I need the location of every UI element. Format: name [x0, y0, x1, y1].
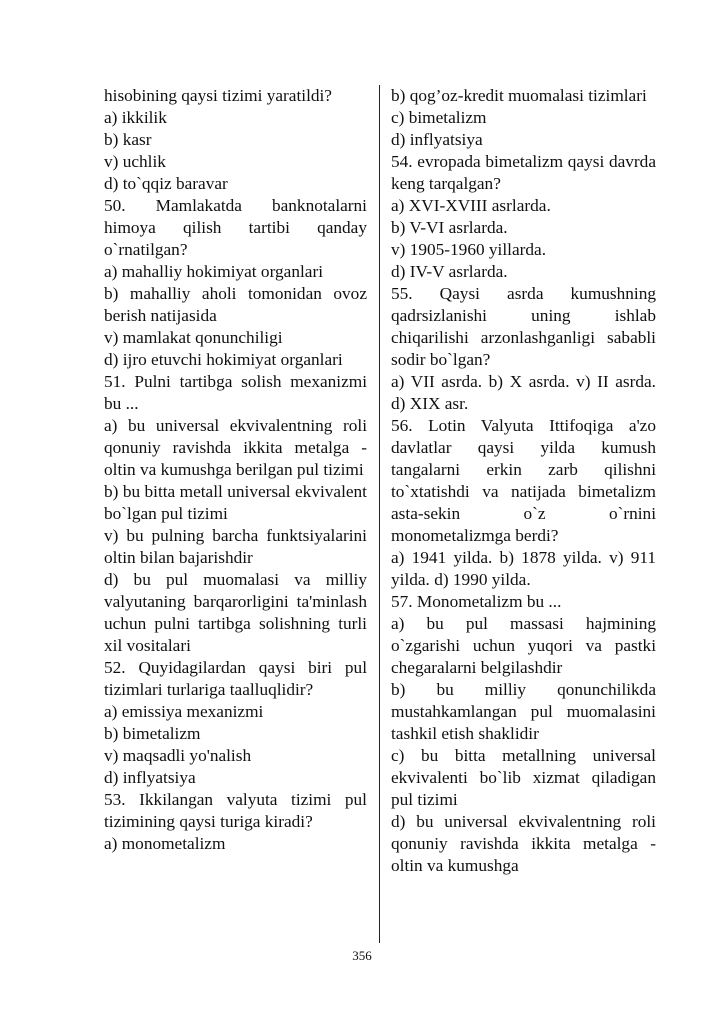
answer-option: a) XVI-XVIII asrlarda. [391, 196, 551, 215]
answer-option: d) IV-V asrlarda. [391, 262, 508, 281]
answer-option: a) monometalizm [104, 834, 226, 853]
question-57: 57. Monometalizm bu ... [391, 592, 562, 611]
answer-option: a) ikkilik [104, 108, 167, 127]
answer-options: a) 1941 yilda. b) 1878 yilda. v) 911 yilda. d) 1990 yilda. [391, 548, 656, 589]
question-55: 55. Qaysi asrda kumushning qadrsizlanishi uning ishlab chiqarilishi arzonlashganligi sababli sodir bo`lgan? [391, 284, 656, 369]
answer-option: a) bu universal ekvivalentning roli qonuniy ravishda ikkita metalga - oltin va kumushga berilgan pul tizimi [104, 416, 367, 479]
answer-options: a) VII asrda. b) X asrda. v) II asrda. d) XIX asr. [391, 372, 656, 413]
answer-option: v) 1905-1960 yillarda. [391, 240, 547, 259]
answer-option: v) bu pulning barcha funktsiyalarini oltin bilan bajarishdir [104, 526, 367, 567]
question-56: 56. Lotin Valyuta Ittifoqiga a'zo davlatlar qaysi yilda kumush tangalarni erkin zarb qilishni to`xtatishdi va natijada bimetalizm asta-sekin o`z o`rnini monometalizmga berdi? [391, 416, 656, 545]
page-number: 356 [352, 948, 372, 963]
answer-option: d) bu universal ekvivalentning roli qonuniy ravishda ikkita metalga - oltin va kumushga [391, 812, 656, 875]
answer-option: v) maqsadli yo'nalish [104, 746, 252, 765]
right-column [391, 85, 656, 877]
column-divider [379, 85, 380, 943]
question-54: 54. evropada bimetalizm qaysi davrda keng tarqalgan? [391, 152, 656, 193]
answer-option: d) to`qqiz baravar [104, 174, 228, 193]
answer-option: c) bimetalizm [391, 108, 487, 127]
answer-option: b) V-VI asrlarda. [391, 218, 508, 237]
answer-option: v) mamlakat qonunchiligi [104, 328, 283, 347]
answer-option: b) kasr [104, 130, 152, 149]
question-52: 52. Quyidagilardan qaysi biri pul tizimlari turlariga taalluqlidir? [104, 658, 367, 699]
answer-option: b) bimetalizm [104, 724, 201, 743]
answer-option: c) bu bitta metallning universal ekvivalenti bo`lib xizmat qiladigan pul tizimi [391, 746, 656, 809]
answer-option: a) mahalliy hokimiyat organlari [104, 262, 323, 281]
left-column [104, 85, 367, 855]
answer-option: b) mahalliy aholi tomonidan ovoz berish natijasida [104, 284, 367, 325]
answer-option: d) bu pul muomalasi va milliy valyutaning barqarorligini ta'minlash uchun pulni tartibga solishning turli xil vositalari [104, 570, 367, 655]
answer-option: b) bu milliy qonunchilikda mustahkamlangan pul muomalasini tashkil etish shaklidir [391, 680, 656, 743]
answer-option: d) inflyatsiya [391, 130, 483, 149]
answer-option: b) qog’oz-kredit muomalasi tizimlari [391, 86, 647, 105]
question-51: 51. Pulni tartibga solish mexanizmi bu ... [104, 372, 367, 413]
answer-option: v) uchlik [104, 152, 166, 171]
answer-option: a) bu pul massasi hajmining o`zgarishi uchun yuqori va pastki chegaralarni belgilashdir [391, 614, 656, 677]
answer-option: b) bu bitta metall universal ekvivalent bo`lgan pul tizimi [104, 482, 367, 523]
answer-option: d) inflyatsiya [104, 768, 196, 787]
answer-option: a) emissiya mexanizmi [104, 702, 264, 721]
answer-option: d) ijro etuvchi hokimiyat organlari [104, 350, 343, 369]
text-line: hisobining qaysi tizimi yaratildi? [104, 86, 332, 105]
question-53: 53. Ikkilangan valyuta tizimi pul tizimining qaysi turiga kiradi? [104, 790, 367, 831]
question-50: 50. Mamlakatda banknotalarni himoya qilish tartibi qanday o`rnatilgan? [104, 196, 367, 259]
